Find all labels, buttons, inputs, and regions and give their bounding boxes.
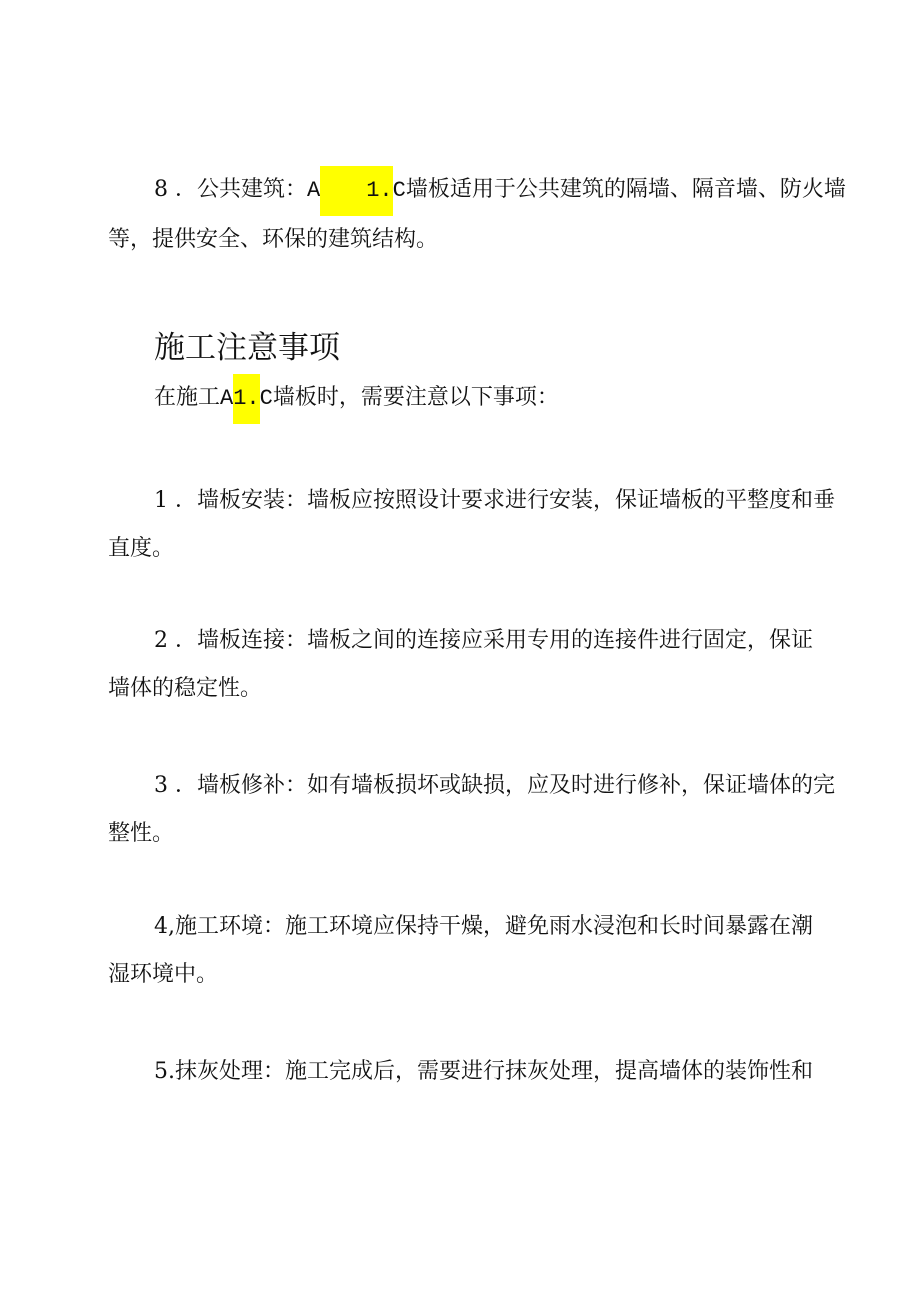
- highlight-mark: 1.: [320, 166, 392, 216]
- paragraph-line: 等，提供安全、环保的建筑结构。: [108, 227, 439, 252]
- section-intro: 在施工A1.C墙板时，需要注意以下事项：: [154, 374, 559, 424]
- list-item-connect: 2 ．墙板连接：墙板之间的连接应采用专用的连接件进行固定，保证 墙体的稳定性。: [108, 628, 813, 701]
- paragraph-public-building: 8 ．公共建筑：A 1.C墙板适用于公共建筑的隔墙、隔音墙、防火墙 等，提供安全、环保的建筑结构。: [108, 166, 846, 264]
- section-heading: 施工注意事项: [154, 330, 340, 366]
- highlight-mark: 1.: [233, 374, 259, 424]
- list-item-environment: 4,施工环境：施工环境应保持干燥，避免雨水浸泡和长时间暴露在潮 湿环境中。: [108, 914, 813, 987]
- product-code: A 1.C: [307, 178, 406, 203]
- list-item-repair: 3 ．墙板修补：如有墙板损坏或缺损，应及时进行修补，保证墙体的完 整性。: [108, 773, 835, 846]
- product-code: A1.C: [220, 386, 273, 411]
- list-item-plastering: 5.抹灰处理：施工完成后，需要进行抹灰处理，提高墙体的装饰性和: [154, 1059, 813, 1084]
- list-item-install: 1 ．墙板安装：墙板应按照设计要求进行安装，保证墙板的平整度和垂 直度。: [108, 488, 835, 561]
- item-prefix: 8 ．公共建筑：: [154, 177, 307, 202]
